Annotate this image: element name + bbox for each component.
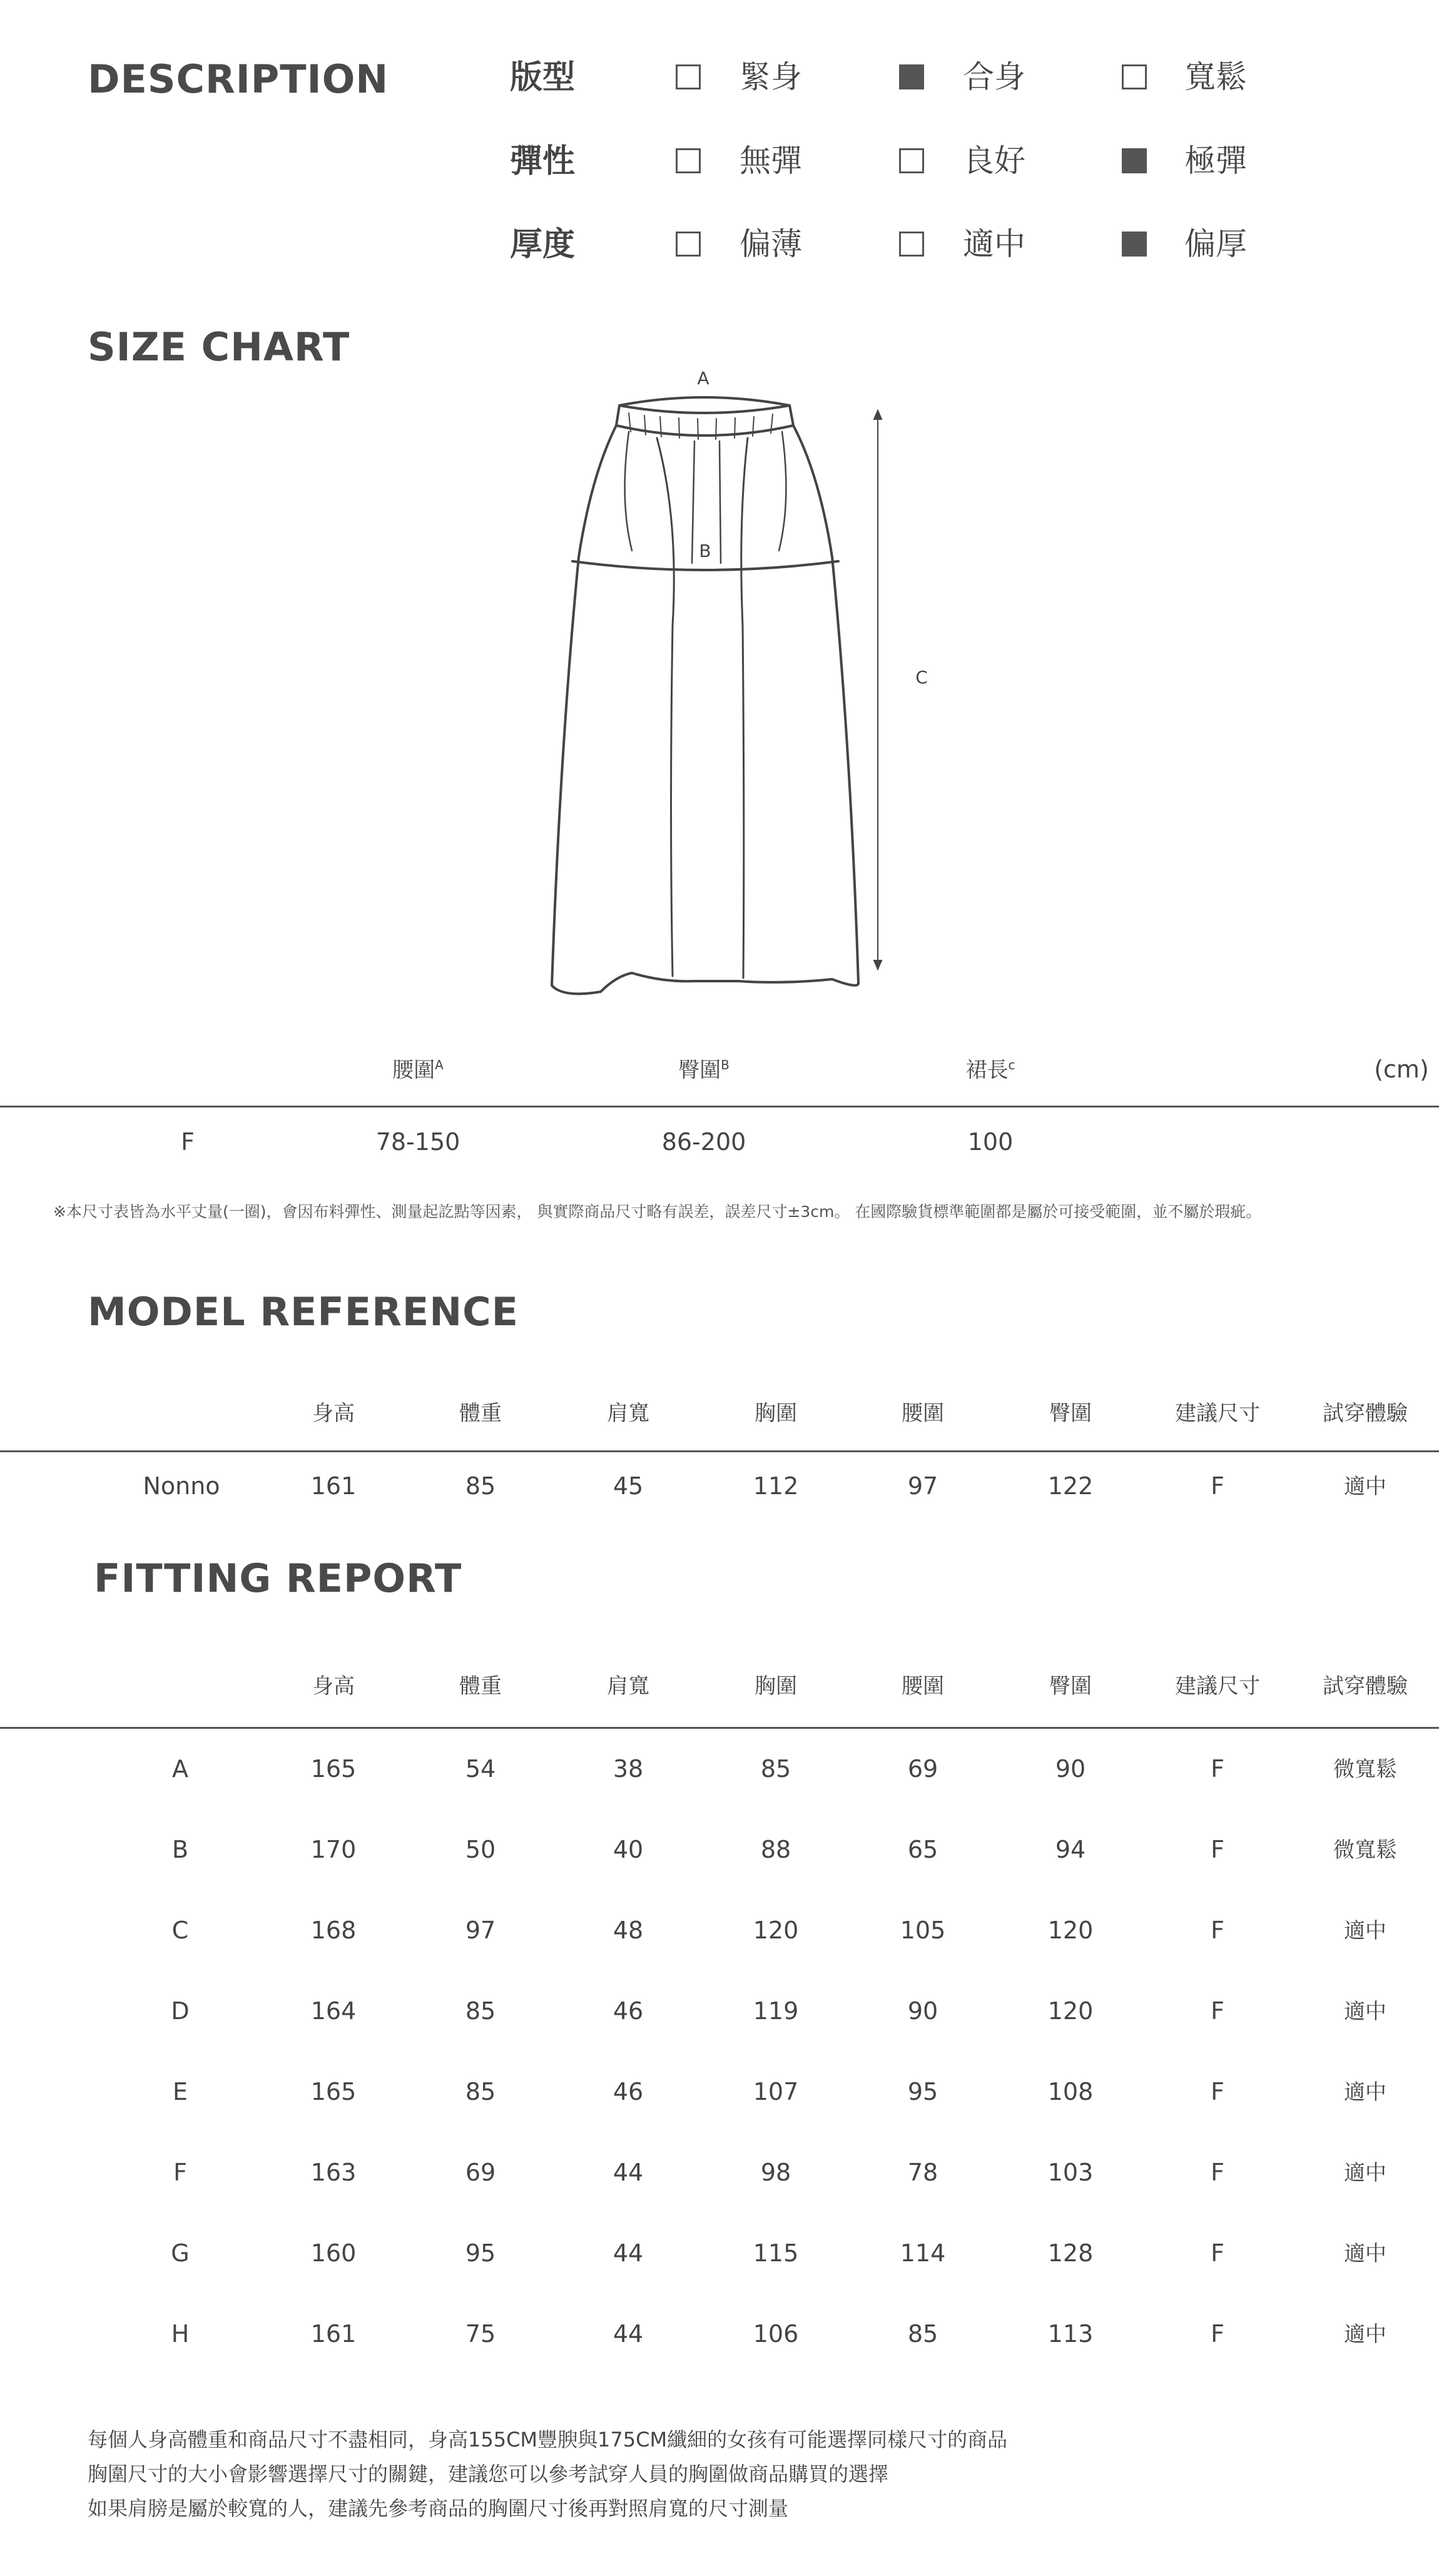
table-header: 試穿體驗 bbox=[1323, 1674, 1408, 1699]
unchecked-box-icon bbox=[899, 148, 924, 173]
table-cell: 112 bbox=[753, 1472, 799, 1500]
table-cell: 161 bbox=[310, 2320, 357, 2348]
row-name: G bbox=[171, 2239, 190, 2267]
table-cell: 97 bbox=[907, 1472, 938, 1500]
table-header: 身高 bbox=[312, 1674, 355, 1699]
table-cell: 48 bbox=[613, 1917, 644, 1944]
size-chart-header bbox=[966, 1059, 1015, 1081]
row-name: H bbox=[171, 2320, 190, 2348]
table-divider bbox=[0, 1450, 1439, 1452]
unchecked-box-icon bbox=[899, 232, 924, 257]
table-cell: F bbox=[1211, 2159, 1224, 2186]
table-cell: 適中 bbox=[1344, 2080, 1386, 2105]
diagram-label-c: C bbox=[915, 667, 928, 688]
table-cell: 適中 bbox=[1344, 2322, 1386, 2347]
table-cell: 78 bbox=[907, 2159, 938, 2186]
table-header: 身高 bbox=[312, 1401, 355, 1426]
table-cell: 85 bbox=[907, 2320, 938, 2348]
header-name: 裙長 bbox=[965, 1057, 1009, 1083]
table-cell: 44 bbox=[613, 2320, 644, 2348]
table-cell: 50 bbox=[465, 1836, 496, 1863]
row-name: B bbox=[171, 1836, 189, 1863]
table-cell: 108 bbox=[1047, 2078, 1094, 2105]
table-cell: 85 bbox=[465, 1472, 496, 1500]
row-name: E bbox=[172, 2078, 188, 2105]
table-header: 腰圍 bbox=[902, 1401, 944, 1426]
table-cell: 120 bbox=[1047, 1997, 1094, 2025]
table-header: 肩寬 bbox=[607, 1674, 649, 1699]
size-value: 78-150 bbox=[375, 1128, 460, 1156]
hip-line bbox=[572, 561, 838, 570]
table-cell: 40 bbox=[613, 1836, 644, 1863]
unchecked-box-icon bbox=[676, 232, 701, 257]
table-cell: 107 bbox=[753, 2078, 799, 2105]
table-cell: 106 bbox=[753, 2320, 799, 2348]
table-cell: 44 bbox=[613, 2159, 644, 2186]
table-cell: 適中 bbox=[1344, 2161, 1386, 2186]
table-cell: 85 bbox=[465, 2078, 496, 2105]
table-header: 胸圍 bbox=[755, 1401, 797, 1426]
table-cell: 90 bbox=[1055, 1755, 1086, 1783]
description-option-label: 緊身 bbox=[740, 59, 802, 95]
table-header: 胸圍 bbox=[755, 1674, 797, 1699]
skirt-outline bbox=[552, 425, 858, 994]
checked-box-icon bbox=[1122, 148, 1147, 173]
row-name: C bbox=[171, 1917, 189, 1944]
table-header: 體重 bbox=[459, 1674, 502, 1699]
unchecked-box-icon bbox=[1122, 64, 1147, 89]
model-reference-title: MODEL REFERENCE bbox=[88, 1289, 519, 1335]
diagram-label-a: A bbox=[697, 368, 709, 389]
table-cell: F bbox=[1211, 2078, 1224, 2105]
table-cell: F bbox=[1211, 1997, 1224, 2025]
footer-line: 胸圍尺寸的大小會影響選擇尺寸的關鍵，建議您可以參考試穿人員的胸圍做商品購買的選擇 bbox=[88, 2462, 889, 2486]
table-divider bbox=[0, 1727, 1439, 1729]
table-cell: 69 bbox=[907, 1755, 938, 1783]
table-cell: 微寬鬆 bbox=[1333, 1757, 1397, 1782]
table-cell: 128 bbox=[1047, 2239, 1094, 2267]
footer-line: 每個人身高體重和商品尺寸不盡相同，身高155CM豐腴與175CM纖細的女孩有可能選擇同樣尺寸的商品 bbox=[88, 2428, 1008, 2451]
description-option-label: 適中 bbox=[963, 226, 1025, 262]
table-cell: 適中 bbox=[1344, 1918, 1386, 1943]
table-cell: 119 bbox=[753, 1997, 799, 2025]
table-cell: 97 bbox=[465, 1917, 496, 1944]
table-cell: 122 bbox=[1047, 1472, 1094, 1500]
table-cell: 163 bbox=[310, 2159, 357, 2186]
table-cell: 75 bbox=[465, 2320, 496, 2348]
table-cell: 45 bbox=[613, 1472, 644, 1500]
table-cell: 54 bbox=[465, 1755, 496, 1783]
size-chart-title: SIZE CHART bbox=[88, 324, 350, 370]
table-cell: 164 bbox=[310, 1997, 357, 2025]
size-value: 100 bbox=[967, 1128, 1014, 1156]
table-cell: 94 bbox=[1055, 1836, 1086, 1863]
checked-box-icon bbox=[1122, 232, 1147, 257]
table-header: 腰圍 bbox=[902, 1674, 944, 1699]
table-cell: 120 bbox=[753, 1917, 799, 1944]
table-cell: 88 bbox=[760, 1836, 791, 1863]
table-header: 建議尺寸 bbox=[1175, 1674, 1260, 1699]
table-cell: 44 bbox=[613, 2239, 644, 2267]
table-cell: F bbox=[1211, 1755, 1224, 1783]
size-label: F bbox=[181, 1128, 195, 1156]
table-cell: 85 bbox=[760, 1755, 791, 1783]
row-name: A bbox=[172, 1755, 188, 1783]
table-cell: 適中 bbox=[1344, 1474, 1386, 1499]
description-option-label: 偏厚 bbox=[1184, 226, 1247, 262]
header-sup: B bbox=[721, 1057, 730, 1072]
table-cell: 105 bbox=[900, 1917, 946, 1944]
table-cell: F bbox=[1211, 1836, 1224, 1863]
size-chart-header bbox=[678, 1059, 730, 1081]
unit-label: (cm) bbox=[1374, 1056, 1429, 1083]
diagram-label-b: B bbox=[699, 541, 711, 561]
unchecked-box-icon bbox=[676, 64, 701, 89]
table-header: 試穿體驗 bbox=[1323, 1401, 1408, 1426]
table-cell: 161 bbox=[310, 1472, 357, 1500]
table-cell: 115 bbox=[753, 2239, 799, 2267]
table-cell: 90 bbox=[907, 1997, 938, 2025]
header-name: 腰圍 bbox=[392, 1057, 435, 1083]
table-cell: 85 bbox=[465, 1997, 496, 2025]
table-header: 肩寬 bbox=[607, 1401, 649, 1426]
checked-box-icon bbox=[899, 64, 924, 89]
waistband-top bbox=[619, 397, 790, 413]
description-option-label: 偏薄 bbox=[740, 226, 802, 262]
table-cell: 170 bbox=[310, 1836, 357, 1863]
table-cell: 微寬鬆 bbox=[1333, 1838, 1397, 1863]
table-cell: 95 bbox=[465, 2239, 496, 2267]
table-cell: 65 bbox=[907, 1836, 938, 1863]
footer-line: 如果肩膀是屬於較寬的人，建議先參考商品的胸圍尺寸後再對照肩寬的尺寸測量 bbox=[88, 2497, 789, 2520]
description-option-label: 合身 bbox=[963, 59, 1025, 95]
fitting-report-title: FITTING REPORT bbox=[94, 1555, 462, 1601]
table-cell: 適中 bbox=[1344, 1999, 1386, 2024]
header-name: 臀圍 bbox=[678, 1057, 721, 1083]
description-option-label: 寬鬆 bbox=[1184, 59, 1247, 95]
size-chart-note: ※本尺寸表皆為水平丈量(一圈)，會因布料彈性、測量起訖點等因素， 與實際商品尺寸略有誤差，誤差尺寸±3cm。 在國際驗貨標準範圍都是屬於可接受範圍，並不屬於瑕疵。 bbox=[53, 1203, 1262, 1221]
table-cell: 46 bbox=[613, 2078, 644, 2105]
description-row-label: 厚度 bbox=[510, 226, 576, 263]
table-cell: F bbox=[1211, 2320, 1224, 2348]
table-cell: 69 bbox=[465, 2159, 496, 2186]
table-cell: 98 bbox=[760, 2159, 791, 2186]
table-cell: 160 bbox=[310, 2239, 357, 2267]
table-header: 建議尺寸 bbox=[1175, 1401, 1260, 1426]
table-header: 臀圍 bbox=[1049, 1674, 1092, 1699]
table-cell: 38 bbox=[613, 1755, 644, 1783]
description-option-label: 無彈 bbox=[740, 143, 802, 179]
size-chart-divider bbox=[0, 1106, 1439, 1107]
row-name: F bbox=[173, 2159, 187, 2186]
table-cell: F bbox=[1211, 1917, 1224, 1944]
description-row-label: 彈性 bbox=[510, 143, 576, 180]
header-sup: A bbox=[435, 1057, 444, 1072]
table-cell: 113 bbox=[1047, 2320, 1094, 2348]
table-cell: 46 bbox=[613, 1997, 644, 2025]
waistband-edge bbox=[616, 425, 793, 435]
table-cell: 適中 bbox=[1344, 2241, 1386, 2266]
skirt-diagram bbox=[538, 366, 964, 1001]
description-row-label: 版型 bbox=[510, 59, 576, 96]
header-sup: c bbox=[1008, 1057, 1015, 1072]
table-header: 臀圍 bbox=[1049, 1401, 1092, 1426]
table-cell: 114 bbox=[900, 2239, 946, 2267]
description-option-label: 良好 bbox=[963, 143, 1025, 179]
table-cell: 103 bbox=[1047, 2159, 1094, 2186]
description-title: DESCRIPTION bbox=[88, 56, 389, 102]
row-name: Nonno bbox=[143, 1472, 220, 1500]
table-cell: 168 bbox=[310, 1917, 357, 1944]
description-option-label: 極彈 bbox=[1184, 143, 1247, 179]
table-cell: 165 bbox=[310, 2078, 357, 2105]
table-cell: F bbox=[1211, 2239, 1224, 2267]
table-cell: 120 bbox=[1047, 1917, 1094, 1944]
size-chart-header bbox=[392, 1059, 444, 1081]
table-cell: 165 bbox=[310, 1755, 357, 1783]
row-name: D bbox=[171, 1997, 190, 2025]
table-header: 體重 bbox=[459, 1401, 502, 1426]
table-cell: 95 bbox=[907, 2078, 938, 2105]
unchecked-box-icon bbox=[676, 148, 701, 173]
table-cell: F bbox=[1211, 1472, 1224, 1500]
size-value: 86-200 bbox=[661, 1128, 746, 1156]
